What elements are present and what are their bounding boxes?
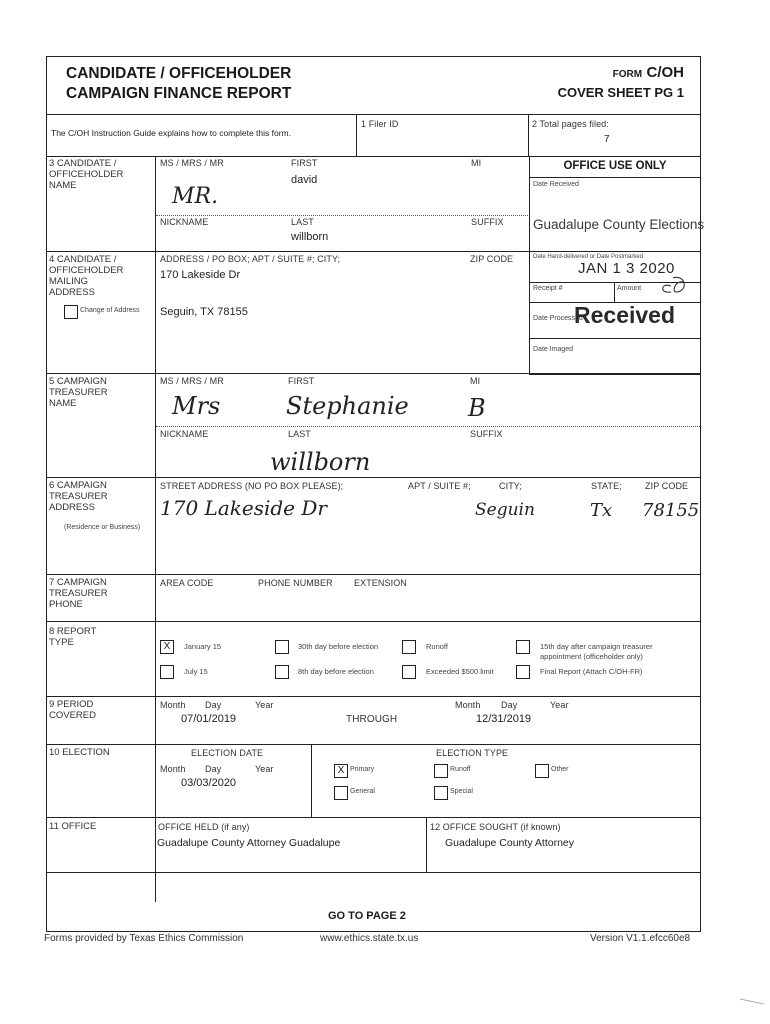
period-to-month-label: Month bbox=[455, 700, 481, 710]
outer-border-top bbox=[46, 56, 701, 57]
form-title bbox=[66, 64, 291, 104]
special-label: Special bbox=[450, 788, 473, 795]
outer-border-bottom bbox=[46, 931, 701, 932]
apt-suite-label: APT / SUITE #; bbox=[408, 481, 471, 491]
candidate-first-name: david bbox=[291, 174, 318, 186]
treasurer-city-value: Seguin bbox=[475, 500, 535, 520]
office-sought-label: 12 OFFICE SOUGHT (if known) bbox=[430, 822, 561, 832]
form-title-line1: CANDIDATE / OFFICEHOLDER bbox=[66, 65, 292, 82]
suffix-label: SUFFIX bbox=[471, 217, 504, 227]
runoff-checkbox[interactable] bbox=[402, 640, 416, 654]
forms-provided-by: Forms provided by Texas Ethics Commission bbox=[44, 933, 244, 944]
form-word: FORM bbox=[612, 69, 643, 80]
treasurer-ms-label: MS / MRS / MR bbox=[160, 376, 224, 386]
treasurer-mi-value: B bbox=[468, 394, 486, 422]
day-30-label: 30th day before election bbox=[298, 642, 379, 651]
exceeded-limit-checkbox[interactable] bbox=[402, 665, 416, 679]
filer-id-label: 1 Filer ID bbox=[361, 119, 399, 129]
primary-checkbox[interactable]: X bbox=[334, 764, 348, 778]
section-6-label: 6 CAMPAIGN TREASURER ADDRESS bbox=[49, 480, 108, 513]
runoff-label: Runoff bbox=[426, 642, 448, 651]
area-code-label: AREA CODE bbox=[160, 578, 214, 588]
instruction-text: The C/OH Instruction Guide explains how to complete this form. bbox=[51, 128, 291, 138]
section-7-label: 7 CAMPAIGN TREASURER PHONE bbox=[49, 577, 108, 610]
treasurer-last-value: willborn bbox=[270, 448, 371, 476]
nickname-label: NICKNAME bbox=[160, 217, 209, 227]
treasurer-last-label: LAST bbox=[288, 429, 311, 439]
office-use-title: OFFICE USE ONLY bbox=[563, 160, 667, 172]
received-stamp: Received bbox=[574, 302, 676, 328]
state-label: STATE; bbox=[591, 481, 622, 491]
july-15-checkbox[interactable] bbox=[160, 665, 174, 679]
office-held-value: Guadalupe County Attorney Guadalupe bbox=[157, 837, 341, 849]
election-day-label: Day bbox=[205, 764, 222, 774]
zip-code-label: ZIP CODE bbox=[470, 254, 514, 264]
scan-artifact bbox=[740, 999, 764, 1005]
january-15-label: January 15 bbox=[184, 642, 222, 651]
treasurer-nickname-label: NICKNAME bbox=[160, 429, 209, 439]
final-report-label: Final Report (Attach C/OH-FR) bbox=[540, 667, 643, 676]
special-checkbox[interactable] bbox=[434, 786, 448, 800]
form-code bbox=[613, 64, 684, 82]
election-type-label: ELECTION TYPE bbox=[436, 748, 509, 758]
election-runoff-checkbox[interactable] bbox=[434, 764, 448, 778]
election-runoff-label: Runoff bbox=[450, 766, 471, 773]
day-15-after-label-line1: 15th day after campaign treasurer bbox=[540, 642, 653, 651]
day-8-checkbox[interactable] bbox=[275, 665, 289, 679]
period-to-value: 12/31/2019 bbox=[476, 713, 532, 725]
treasurer-first-label: FIRST bbox=[288, 376, 315, 386]
period-from-value: 07/01/2019 bbox=[181, 713, 237, 725]
section-9-label: 9 PERIOD COVERED bbox=[49, 699, 96, 721]
ms-mrs-mr-label: MS / MRS / MR bbox=[160, 158, 224, 168]
section-8-label: 8 REPORT TYPE bbox=[49, 626, 97, 648]
treasurer-first-value: Stephanie bbox=[286, 392, 409, 420]
period-to-year-label: Year bbox=[550, 700, 569, 710]
office-held-label: OFFICE HELD (if any) bbox=[158, 822, 250, 832]
received-date-stamp: JAN 1 3 2020 bbox=[578, 260, 675, 277]
extension-label: EXTENSION bbox=[354, 578, 407, 588]
other-label: Other bbox=[551, 766, 569, 773]
date-received-label: Date Received bbox=[533, 181, 579, 188]
exceeded-limit-label: Exceeded $500 limit bbox=[426, 667, 494, 676]
date-processed-label: Date Processed bbox=[533, 315, 583, 322]
outer-border-left bbox=[46, 56, 47, 932]
treasurer-zip-value: 78155 bbox=[642, 500, 700, 521]
treasurer-street-value: 170 Lakeside Dr bbox=[160, 496, 327, 520]
election-month-label: Month bbox=[160, 764, 186, 774]
mailing-address-line1: 170 Lakeside Dr bbox=[160, 269, 241, 281]
street-address-label: STREET ADDRESS (NO PO BOX PLEASE); bbox=[160, 481, 344, 491]
day-30-checkbox[interactable] bbox=[275, 640, 289, 654]
day-8-label: 8th day before election bbox=[298, 667, 374, 676]
amount-label: Amount bbox=[617, 285, 642, 292]
middle-initial-label: MI bbox=[471, 158, 482, 168]
go-to-page-2: GO TO PAGE 2 bbox=[328, 910, 406, 922]
july-15-label: July 15 bbox=[184, 667, 208, 676]
county-elections-stamp: Guadalupe County Elections bbox=[533, 217, 705, 232]
primary-label: Primary bbox=[350, 766, 375, 773]
candidate-last-name: willborn bbox=[291, 231, 329, 243]
through-label: THROUGH bbox=[346, 714, 398, 725]
total-pages-label: 2 Total pages filed: bbox=[532, 119, 609, 129]
treasurer-title-value: Mrs bbox=[172, 392, 221, 420]
form-code-value: C/OH bbox=[646, 64, 684, 81]
office-sought-value: Guadalupe County Attorney bbox=[445, 837, 575, 849]
section-3-label: 3 CANDIDATE / OFFICEHOLDER NAME bbox=[49, 158, 124, 191]
period-from-day-label: Day bbox=[205, 700, 222, 710]
city-label: CITY; bbox=[499, 481, 522, 491]
section-11-label: 11 OFFICE bbox=[49, 821, 97, 832]
ethics-website: www.ethics.state.tx.us bbox=[320, 933, 419, 944]
election-date-value: 03/03/2020 bbox=[181, 777, 237, 789]
general-label: General bbox=[350, 788, 375, 795]
section-5-label: 5 CAMPAIGN TREASURER NAME bbox=[49, 376, 108, 409]
section-10-label: 10 ELECTION bbox=[49, 747, 110, 758]
phone-number-label: PHONE NUMBER bbox=[258, 578, 333, 588]
initials-scribble bbox=[657, 272, 693, 303]
date-imaged-label: Date Imaged bbox=[533, 346, 574, 353]
period-to-day-label: Day bbox=[501, 700, 518, 710]
cover-sheet-label: COVER SHEET PG 1 bbox=[557, 85, 684, 100]
other-checkbox[interactable] bbox=[535, 764, 549, 778]
residence-or-business-label: (Residence or Business) bbox=[64, 524, 141, 531]
address-label: ADDRESS / PO BOX; APT / SUITE #; CITY; bbox=[160, 254, 341, 264]
day-15-after-label-line2: appointment (officeholder only) bbox=[540, 652, 643, 661]
period-from-year-label: Year bbox=[255, 700, 274, 710]
election-date-label: ELECTION DATE bbox=[191, 748, 264, 758]
receipt-label: Receipt # bbox=[533, 285, 563, 292]
election-year-label: Year bbox=[255, 764, 274, 774]
total-pages-value: 7 bbox=[604, 134, 610, 145]
change-of-address-label: Change of Address bbox=[80, 307, 140, 314]
treasurer-mi-label: MI bbox=[470, 376, 481, 386]
first-name-label: FIRST bbox=[291, 158, 318, 168]
candidate-title-handwritten: MR. bbox=[172, 184, 219, 209]
treasurer-state-value: Tx bbox=[590, 500, 613, 521]
treasurer-zip-label: ZIP CODE bbox=[645, 481, 689, 491]
form-title-line2: CAMPAIGN FINANCE REPORT bbox=[66, 85, 292, 102]
general-checkbox[interactable] bbox=[334, 786, 348, 800]
january-15-checkbox[interactable]: X bbox=[160, 640, 174, 654]
final-report-checkbox[interactable] bbox=[516, 665, 530, 679]
treasurer-suffix-label: SUFFIX bbox=[470, 429, 503, 439]
mailing-address-line2: Seguin, TX 78155 bbox=[160, 306, 248, 318]
section-4-label: 4 CANDIDATE / OFFICEHOLDER MAILING ADDRESS bbox=[49, 254, 124, 298]
day-15-after-checkbox[interactable] bbox=[516, 640, 530, 654]
change-of-address-checkbox[interactable] bbox=[64, 305, 78, 319]
period-from-month-label: Month bbox=[160, 700, 186, 710]
version-label: Version V1.1.efcc60e8 bbox=[590, 933, 691, 944]
last-name-label: LAST bbox=[291, 217, 314, 227]
hand-delivered-label: Date Hand-delivered or Date Postmarked bbox=[533, 254, 644, 260]
